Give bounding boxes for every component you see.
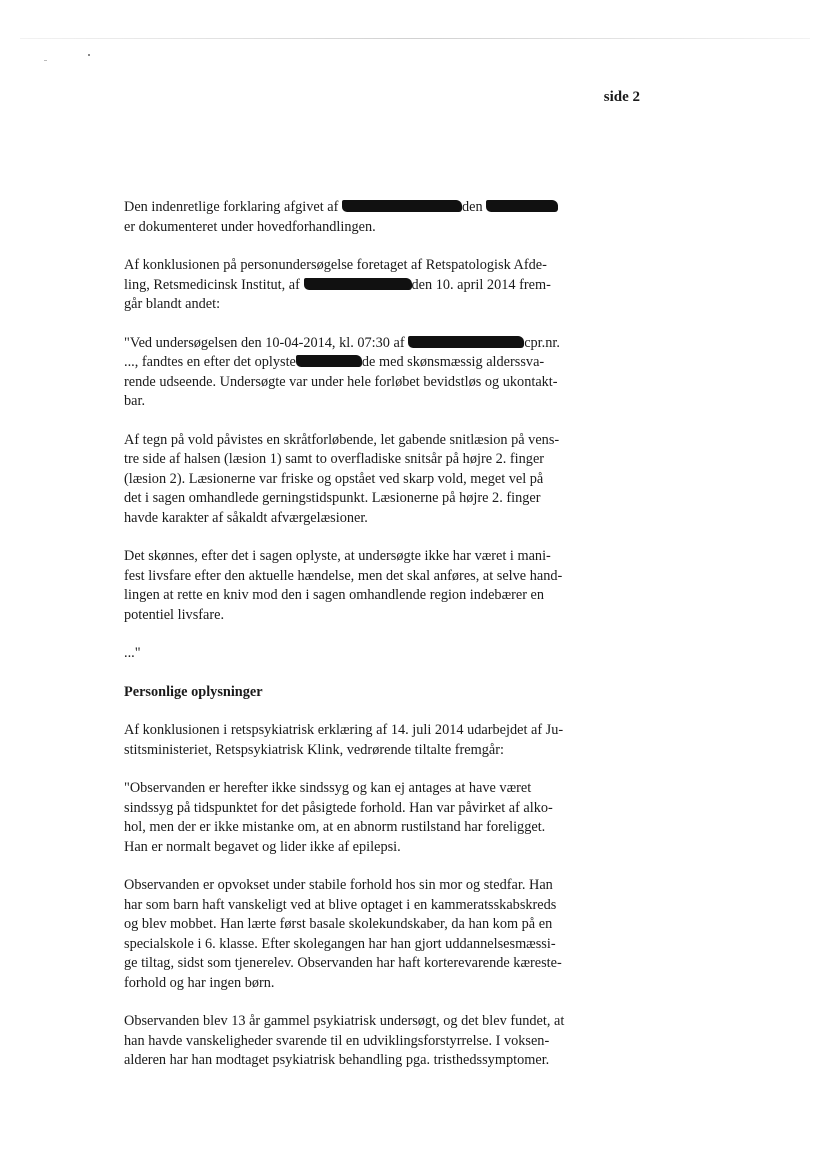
text-line: Observanden blev 13 år gammel psykiatrisk undersøgt, og det blev fundet, at bbox=[124, 1013, 565, 1029]
text-line: sindssyg på tidspunktet for det påsigtede forhold. Han var påvirket af alko- bbox=[124, 799, 553, 816]
text-line: alderen har han modtaget psykiatrisk behandling pga. tristhedssymptomer. bbox=[124, 1052, 550, 1068]
scan-speck bbox=[88, 54, 90, 56]
text-line: (læsion 2). Læsionerne var friske og opstået ved skarp vold, meget vel på bbox=[124, 470, 544, 487]
paragraph-5 bbox=[124, 547, 604, 625]
page-number: side 2 bbox=[603, 89, 640, 105]
text-line: Af konklusionen i retspsykiatrisk erklæring af 14. juli 2014 udarbejdet af Ju- bbox=[124, 722, 564, 738]
paragraph-3 bbox=[124, 334, 604, 412]
paragraph-2 bbox=[124, 256, 604, 315]
scan-speck bbox=[44, 60, 47, 61]
text-segment: ..., fandtes en efter det oplyste bbox=[124, 354, 296, 370]
text-line: havde karakter af såkaldt afværgelæsioner. bbox=[124, 509, 368, 526]
quote-end bbox=[124, 644, 604, 664]
paragraph-1 bbox=[124, 198, 604, 237]
text-line: hol, men der er ikke mistanke om, at en abnorm rustilstand har foreligget. bbox=[124, 819, 546, 835]
text-line: rende udseende. Undersøgte var under hele forløbet bevidstløs og ukontakt- bbox=[124, 373, 558, 390]
text-line: Af konklusionen på personundersøgelse foretaget af Retspatologisk Afde- bbox=[124, 257, 547, 273]
text-segment: "Ved undersøgelsen den 10-04-2014, kl. 07:30 af bbox=[124, 334, 405, 351]
document-body bbox=[124, 198, 604, 1071]
redaction-bar bbox=[408, 336, 524, 348]
text-line: Det skønnes, efter det i sagen oplyste, at undersøgte ikke har været i mani- bbox=[124, 548, 551, 564]
text-line: han havde vanskeligheder svarende til en udviklingsforstyrrelse. I voksen- bbox=[124, 1032, 550, 1049]
paragraph-4 bbox=[124, 431, 604, 529]
redaction-bar bbox=[342, 200, 462, 212]
text-line: ge tiltag, sidst som tjenerelev. Observanden har haft korterevarende kæreste- bbox=[124, 955, 562, 971]
text-segment: ling, Retsmedicinsk Institut, af bbox=[124, 276, 300, 293]
text-segment: cpr.nr. bbox=[524, 334, 560, 351]
text-line: stitsministeriet, Retspsykiatrisk Klink, vedrørende tiltalte fremgår: bbox=[124, 741, 504, 758]
paragraph-8 bbox=[124, 876, 604, 993]
text-segment: de med skønsmæssig alderssva- bbox=[361, 354, 545, 370]
paragraph-9 bbox=[124, 1012, 604, 1071]
text-line: det i sagen omhandlede gerningstidspunkt. Læsionerne på højre 2. finger bbox=[124, 490, 541, 506]
text-segment: Den indenretlige forklaring afgivet af bbox=[124, 199, 339, 215]
text-line: "Observanden er herefter ikke sindssyg og kan ej antages at have været bbox=[124, 780, 532, 796]
text-line: og blev mobbet. Han lærte først basale skolekundskaber, da han kom på en bbox=[124, 916, 553, 932]
text-segment: den 10. april 2014 frem- bbox=[411, 276, 551, 293]
redaction-bar bbox=[296, 355, 362, 367]
text-line: specialskole i 6. klasse. Efter skolegangen har han gjort uddannelsesmæssi- bbox=[124, 935, 556, 952]
paragraph-7 bbox=[124, 779, 604, 857]
text-line: går blandt andet: bbox=[124, 296, 221, 312]
text-segment: den bbox=[461, 199, 483, 215]
text-line: har som barn haft vanskeligt ved at blive optaget i en kammeratsskabskreds bbox=[124, 896, 557, 913]
text-line: potentiel livsfare. bbox=[124, 606, 225, 623]
text-line: Af tegn på vold påvistes en skråtforløbende, let gabende snitlæsion på vens- bbox=[124, 431, 560, 448]
section-heading: Personlige oplysninger bbox=[124, 683, 263, 700]
text-line: er dokumenteret under hovedforhandlingen. bbox=[124, 218, 376, 235]
text-line: bar. bbox=[124, 393, 146, 409]
text-line: forhold og har ingen børn. bbox=[124, 974, 275, 991]
redaction-bar bbox=[486, 200, 558, 212]
text-line: Han er normalt begavet og lider ikke af epilepsi. bbox=[124, 838, 401, 855]
text-line: fest livsfare efter den aktuelle hændelse, men det skal anføres, at selve hand- bbox=[124, 567, 563, 584]
paragraph-6 bbox=[124, 721, 604, 760]
text-line: lingen at rette en kniv mod den i sagen omhandlende region indebærer en bbox=[124, 587, 545, 603]
text-line: Observanden er opvokset under stabile forhold hos sin mor og stedfar. Han bbox=[124, 877, 553, 893]
text-line: tre side af halsen (læsion 1) samt to overfladiske snitsår på højre 2. finger bbox=[124, 451, 545, 467]
redaction-bar bbox=[304, 278, 412, 290]
scan-edge-line bbox=[20, 38, 810, 39]
ellipsis-text: ..." bbox=[124, 645, 141, 661]
